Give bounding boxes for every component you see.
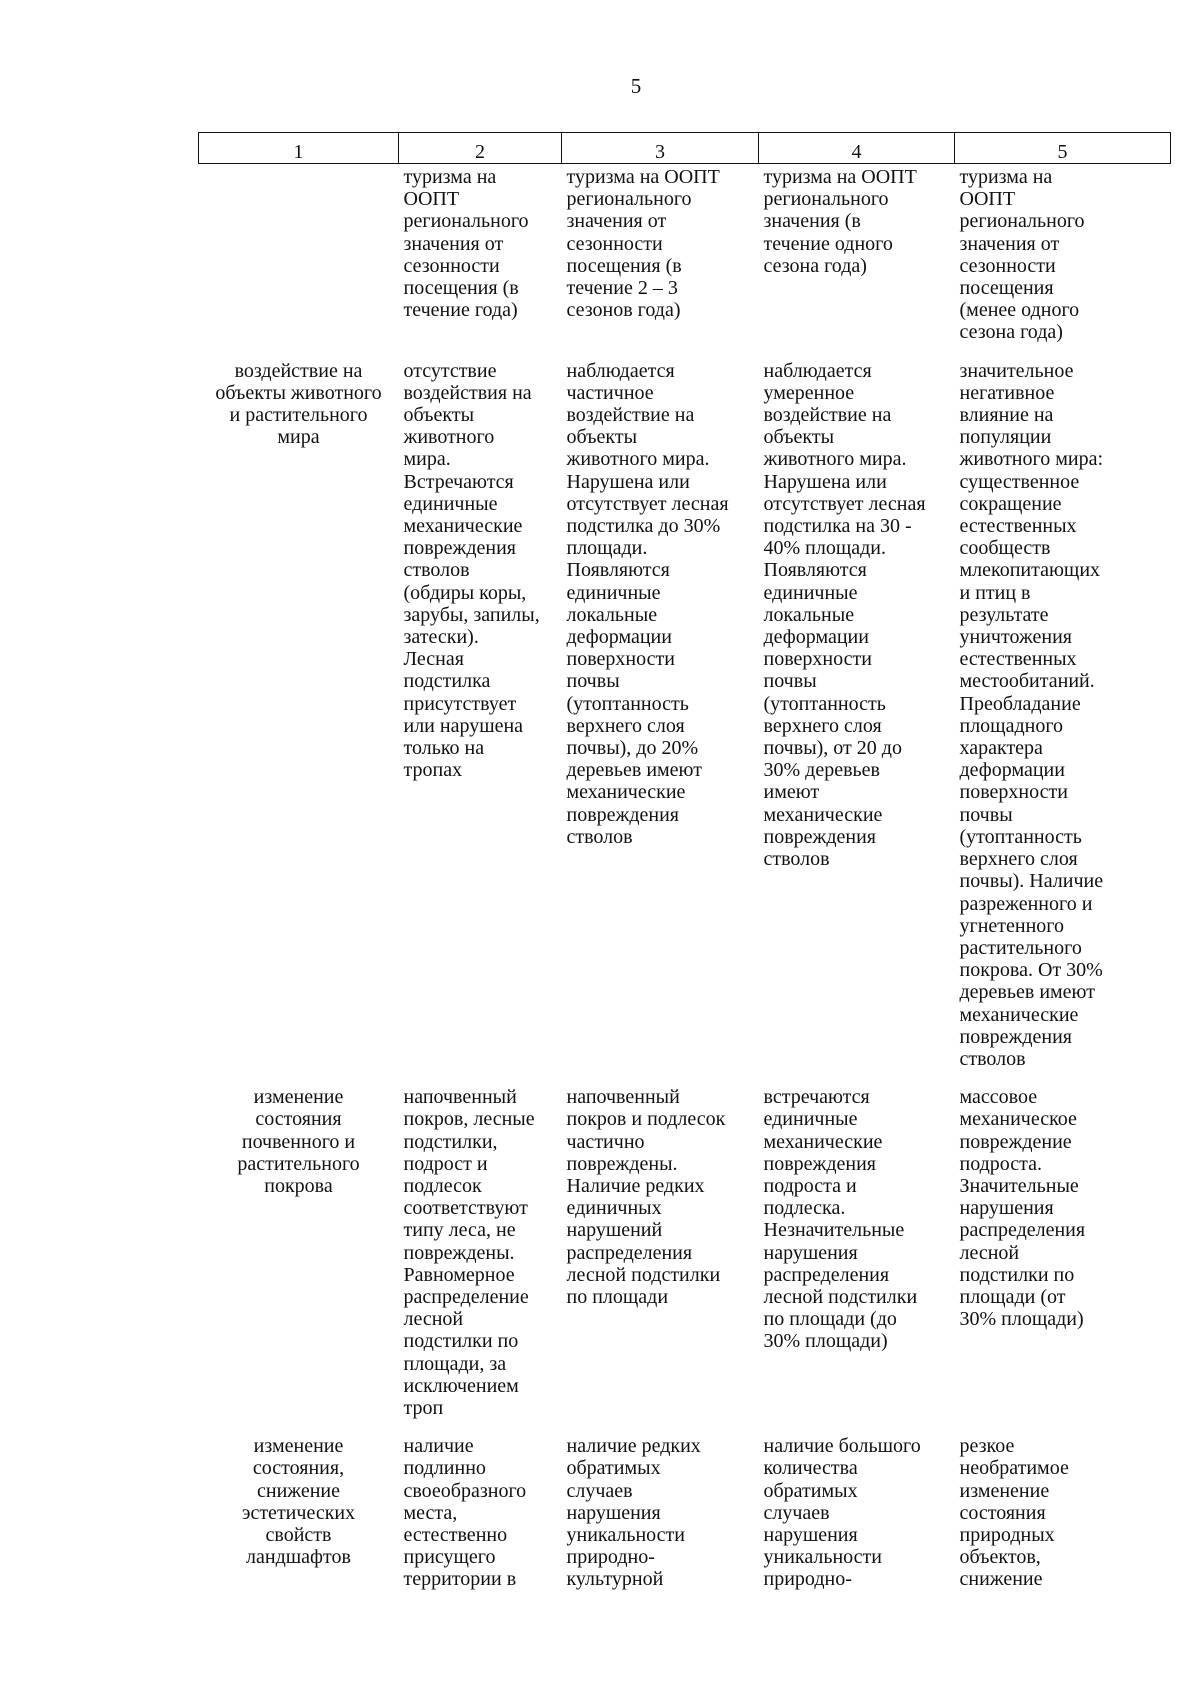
table-cell: резкое необратимое изменение состояния природных объектов, снижение [959,1435,1069,1591]
table-cell: встречаются единичные механические повреждения подроста и подлеска. Незначительные нарушения распределения лесной подстилки по площади (до 30% площади) [763,1086,918,1353]
page-number: 5 [630,74,642,98]
table-cell: туризма на ООПТ регионального значения от сезонности посещения (в течение 2 – 3 сезонов года) [566,166,720,322]
criterion-cell: изменение состояния, снижение эстетических свойств ландшафтов [241,1435,356,1569]
table-cell: наблюдается умеренное воздействие на объекты животного мира. Нарушена или отсутствует лесная подстилка на 30 - 40% площади. Появляются единичные локальные деформации поверхности почвы (утоптанность верхнего слоя почвы), от 20 до 30% деревьев имеют механические повреждения стволов [763,359,926,871]
table-cell: напочвенный покров и подлесок частично повреждены. Наличие редких единичных нарушений распределения лесной подстилки по площади [566,1086,726,1308]
table-cell: массовое механическое повреждение подроста. Значительные нарушения распределения лесной подстилки по площади (от 30% площади) [959,1086,1086,1331]
table-cell: наличие подлинно своеобразного места, естественно присущего территории в [403,1435,527,1591]
header-row [199,133,1171,164]
criterion-cell: изменение состояния почвенного и растительного покрова [237,1086,360,1197]
column-number-4: 4 [759,133,955,164]
column-number-2: 2 [399,133,562,164]
criteria-table [198,132,1171,1603]
table-cell: значительное негативное влияние на популяции животного мира: существенное сокращение естественных сообществ млекопитающих и птиц в результате уничтожения естественных местообитаний. Преобладание площадного характера деформации поверхности почвы (утоптанность верхнего слоя почвы). Наличие разреженного и угнетенного растительного покрова. От 30% деревьев имеют механические повреждения стволов [959,359,1104,1070]
table-cell: наблюдается частичное воздействие на объекты животного мира. Нарушена или отсутствует лесная подстилка до 30% площади. Появляются единичные локальные деформации поверхности почвы (утоптанность верхнего слоя почвы), до 20% деревьев имеют механические повреждения стволов [566,359,729,848]
table-row [199,1431,1171,1602]
table-cell: туризма на ООПТ регионального значения (в течение одного сезона года) [763,166,917,277]
table-body [199,164,1171,1603]
table-cell: отсутствие воздействия на объекты животного мира. Встречаются единичные механические повреждения стволов (обдиры коры, зарубы, запилы, затески). Лесная подстилка присутствует или нарушена только на тропах [403,359,540,782]
table-cell: туризма на ООПТ регионального значения от сезонности посещения (менее одного сезона года) [959,166,1085,344]
column-number-3: 3 [562,133,759,164]
criterion-cell: воздействие на объекты животного и растительного мира [215,359,382,449]
table-row [199,356,1171,1083]
table-cell: наличие редких обратимых случаев нарушения уникальности природно- культурной [566,1435,701,1591]
criterion-cell [199,164,399,356]
table-cell: напочвенный покров, лесные подстилки, подрост и подлесок соответствуют типу леса, не повреждены. Равномерное распределение лесной подстилки по площади, за исключением троп [403,1086,535,1419]
table-header [199,133,1171,164]
table-cell: наличие большого количества обратимых случаев нарушения уникальности природно- [763,1435,921,1591]
column-number-5: 5 [955,133,1171,164]
table-row [199,1082,1171,1431]
table-cell: туризма на ООПТ регионального значения от сезонности посещения (в течение года) [403,166,529,322]
table-row [199,164,1171,356]
column-number-1: 1 [199,133,399,164]
